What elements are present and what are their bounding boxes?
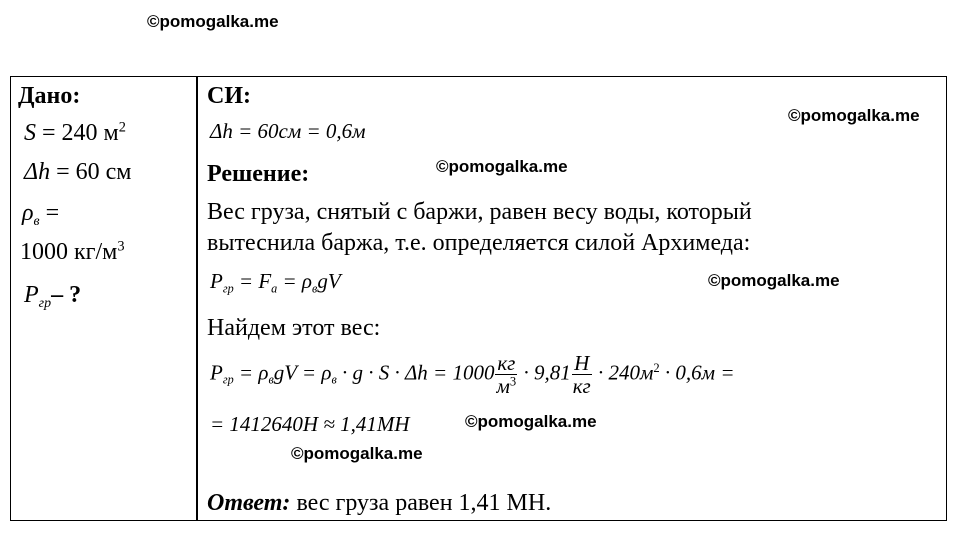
given-title: Дано: [18,83,81,109]
solution-text-line-2: вытеснила баржа, т.е. определяется силой Архимеда: [207,230,751,256]
si-title: СИ: [207,83,251,109]
column-divider [196,76,198,521]
watermark: ©pomogalka.me [708,271,840,290]
answer-line: Ответ: вес груза равен 1,41 МН. [207,490,552,516]
watermark: ©pomogalka.me [436,157,568,176]
watermark: ©pomogalka.me [147,12,279,31]
given-density-label: $\rho_в$ = [22,200,60,229]
given-depth: Δh = 60 см [24,159,132,185]
solution-table [10,76,947,521]
given-density-value: 1000 $кг/м^3$ [20,238,125,265]
fraction-n-per-kg: $\frac{H}{кг}$ [572,351,591,399]
solution-text-line-1: Вес груза, снятый с баржи, равен весу воды, который [207,199,752,225]
given-area: S = 240 $м^2$ [24,119,126,146]
given-unknown: $P_{гр}-$ ? [24,282,82,311]
watermark: ©pomogalka.me [788,106,920,125]
formula-calculation: $P_{гр} = \rho_вgV = \rho_в \cdot g \cdot S \cdot \Delta h = 1000$ $\frac{кг}{м^3}$ · 9,81 $\frac{H}{кг}$ · $240м^2 \cdot 0,6м$ = [210,351,735,399]
fraction-kg-per-m3: $\frac{кг}{м^3}$ [496,351,517,399]
watermark: ©pomogalka.me [465,412,597,431]
solution-title: Решение: [207,161,310,187]
find-weight-text: Найдем этот вес: [207,315,381,341]
formula-archimedes: $P_{гр} = F_a = \rho_вgV$ [210,269,341,296]
formula-result: = 1412640H ≈ 1,41MH [210,412,410,436]
si-conversion: Δh = 60см = 0,6м [210,119,366,143]
watermark: ©pomogalka.me [291,444,423,463]
